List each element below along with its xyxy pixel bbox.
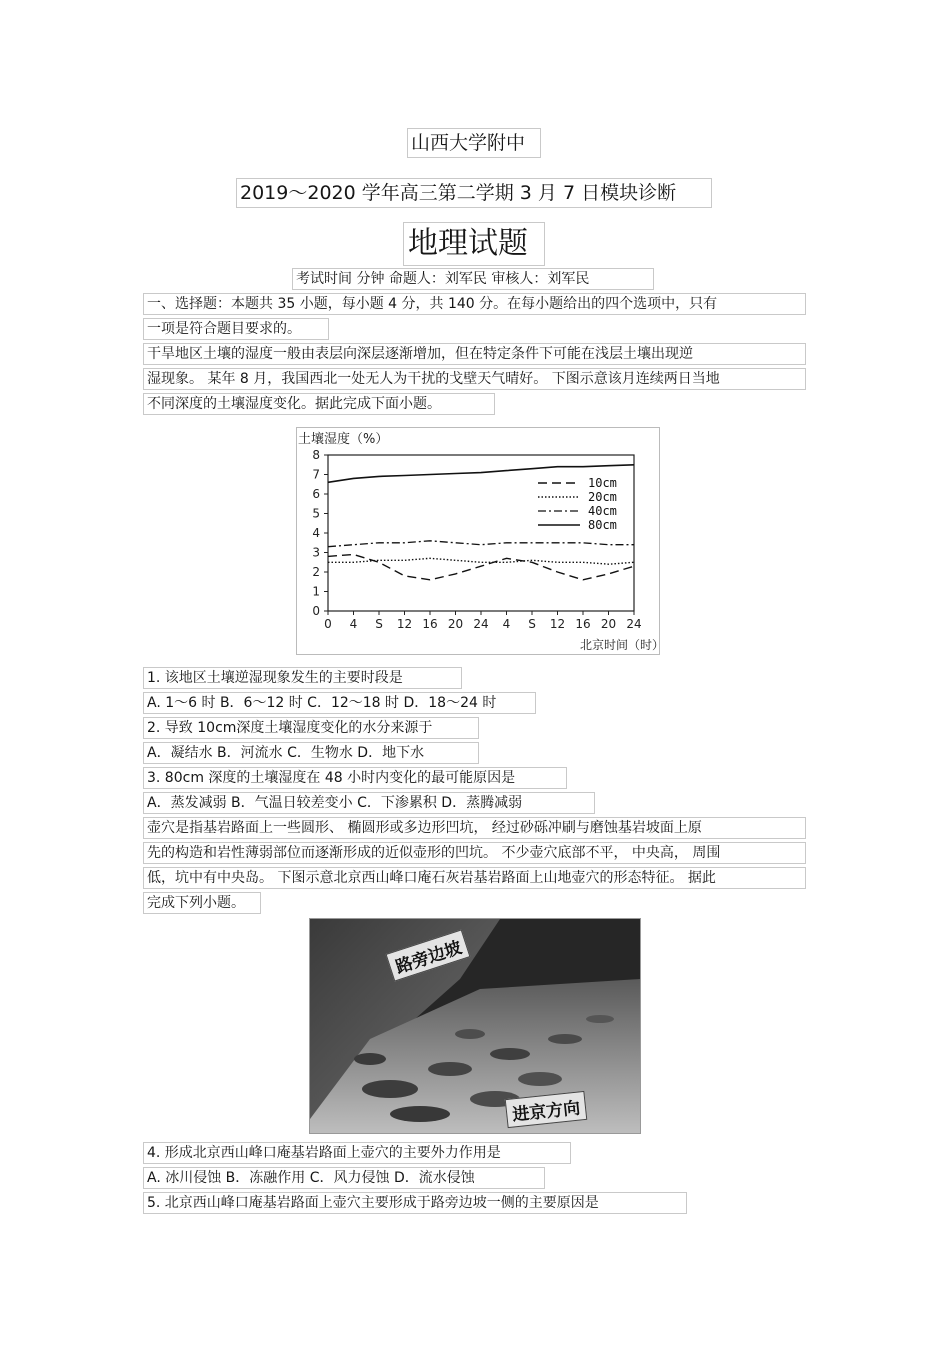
x-tick-label: S <box>375 617 383 631</box>
sign-beijing-direction: 进京方向 <box>505 1091 588 1128</box>
y-tick-label: 0 <box>312 604 320 618</box>
x-tick-label: 4 <box>349 617 358 631</box>
legend-label-80cm: 80cm <box>588 518 617 532</box>
question-4-options: A. 冰川侵蚀 B．冻融作用 C．风力侵蚀 D．流水侵蚀 <box>143 1167 545 1189</box>
y-tick-label: 7 <box>312 467 320 482</box>
y-tick-label: 2 <box>312 565 320 579</box>
x-tick-label: 0 <box>324 617 332 631</box>
y-tick-label: 4 <box>312 526 320 540</box>
x-tick-label: S <box>528 617 536 631</box>
x-tick-label: 20 <box>600 617 617 631</box>
passage1-line3: 不同深度的土壤湿度变化。据此完成下面小题。 <box>143 393 495 415</box>
y-tick-label: 5 <box>312 506 320 521</box>
y-tick-label: 1 <box>312 584 320 599</box>
x-tick-label: 16 <box>422 617 438 631</box>
section-intro-line1: 一、选择题：本题共 35 小题，每小题 4 分，共 140 分。在每小题给出的四个选项中，只有 <box>143 293 806 315</box>
question-2-stem: 2. 导致 10cm深度土壤湿度变化的水分来源于 <box>143 717 479 739</box>
soil-moisture-chart <box>296 427 660 655</box>
passage2-line2: 先的构造和岩性薄弱部位而逐渐形成的近似壶形的凹坑。 不少壶穴底部不平， 中央高， 周围 <box>143 842 806 864</box>
chart-svg <box>296 427 660 655</box>
y-tick-label: 3 <box>312 545 320 560</box>
legend-label-20cm: 20cm <box>588 490 617 504</box>
y-tick-label: 6 <box>312 487 320 501</box>
x-tick-label: 24 <box>626 617 642 631</box>
chart-xlabel: 北京时间（时） <box>580 638 660 652</box>
passage2-line1: 壶穴是指基岩路面上一些圆形、 椭圆形或多边形凹坑， 经过砂砾冲刷与磨蚀基岩坡面上原 <box>143 817 806 839</box>
question-3-options: A．蒸发减弱 B．气温日较差变小 C．下渗累积 D．蒸腾减弱 <box>143 792 595 814</box>
passage2-line4: 完成下列小题。 <box>143 892 261 914</box>
legend-label-40cm: 40cm <box>588 504 617 518</box>
question-1-stem: 1. 该地区土壤逆湿现象发生的主要时段是 <box>143 667 462 689</box>
x-tick-label: 12 <box>549 617 566 631</box>
section-intro-line2: 一项是符合题目要求的。 <box>143 318 329 340</box>
sign-roadside-slope: 路旁边坡 <box>385 929 470 981</box>
question-2-options: A．凝结水 B．河流水 C．生物水 D．地下水 <box>143 742 479 764</box>
question-4-stem: 4. 形成北京西山峰口庵基岩路面上壶穴的主要外力作用是 <box>143 1142 571 1164</box>
chart-ylabel: 土壤湿度（%） <box>298 432 389 447</box>
passage2-line3: 低，坑中有中央岛。 下图示意北京西山峰口庵石灰岩基岩路面上山地壶穴的形态特征。 据此 <box>143 867 806 889</box>
legend-label-10cm: 10cm <box>588 476 617 490</box>
x-tick-label: 20 <box>447 617 464 631</box>
school-name: 山西大学附中 <box>407 128 541 158</box>
question-5-stem: 5. 北京西山峰口庵基岩路面上壶穴主要形成于路旁边坡一侧的主要原因是 <box>143 1192 687 1214</box>
subject-title: 地理试题 <box>403 222 545 266</box>
y-tick-label: 8 <box>312 448 320 462</box>
x-tick-label: 16 <box>575 617 591 631</box>
passage1-line2: 湿现象。 某年 8 月，我国西北一处无人为干扰的戈壁天气晴好。 下图示意该月连续两日当地 <box>143 368 806 390</box>
exam-term: 2019～2020 学年高三第二学期 3 月 7 日模块诊断 <box>236 178 712 208</box>
question-1-options: A. 1～6 时 B．6～12 时 C．12～18 时 D．18～24 时 <box>143 692 536 714</box>
x-tick-label: 24 <box>473 617 489 631</box>
exam-info: 考试时间 分钟 命题人：刘军民 审核人：刘军民 <box>292 268 654 290</box>
x-tick-label: 4 <box>502 617 511 631</box>
x-tick-label: 12 <box>396 617 413 631</box>
question-3-stem: 3. 80cm 深度的土壤湿度在 48 小时内变化的最可能原因是 <box>143 767 567 789</box>
pothole-photo-drawing <box>310 919 640 1133</box>
pothole-photo <box>309 918 641 1134</box>
passage1-line1: 干旱地区土壤的湿度一般由表层向深层逐渐增加，但在特定条件下可能在浅层土壤出现逆 <box>143 343 806 365</box>
